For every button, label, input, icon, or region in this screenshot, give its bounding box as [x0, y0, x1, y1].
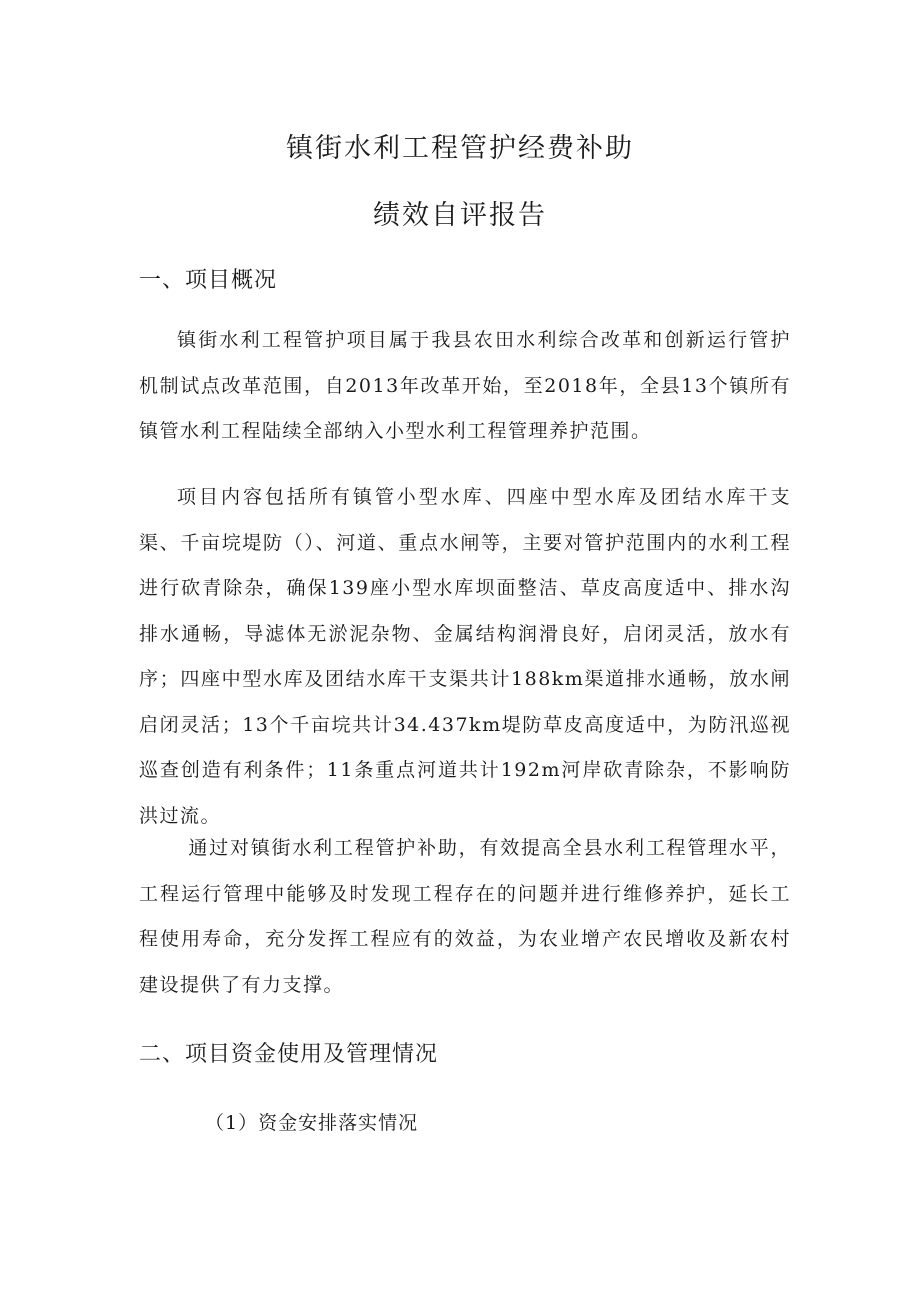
subsection-heading-fund-allocation: （1）资金安排落实情况	[205, 1112, 419, 1134]
document-subtitle: 绩效自评报告	[373, 200, 547, 231]
section-heading-funds: 二、项目资金使用及管理情况	[139, 1042, 439, 1067]
section-heading-overview: 一、项目概况	[139, 268, 278, 293]
paragraph-scope: 镇街水利工程管护项目属于我县农田水利综合改革和创新运行管护机制试点改革范围，自2013年改革开始，至2018年，全县13个镇所有镇管水利工程陆续全部纳入小型水利工程管理养护范围。	[139, 329, 791, 442]
paragraph-content: 项目内容包括所有镇管小型水库、四座中型水库及团结水库干支渠、千亩垸堤防（）、河道、重点水闸等，主要对管护范围内的水利工程进行砍青除杂，确保139座小型水库坝面整洁、草皮高度适中、排水沟排水通畅，导滤体无淤泥杂物、金属结构润滑良好，启闭灵活，放水有序；四座中型水库及团结水库干支渠共计188km渠道排水通畅，放水闸启闭灵活；13个千亩垸共计34.437km堤防草皮高度适中，为防汛巡视巡查创造有利条件；11条重点河道共计192m河岸砍青除杂，不影响防洪过流。	[139, 486, 791, 827]
document-title: 镇街水利工程管护经费补助	[286, 133, 634, 164]
paragraph-benefits: 通过对镇街水利工程管护补助，有效提高全县水利工程管理水平，工程运行管理中能够及时发现工程存在的问题并进行维修养护，延长工程使用寿命，充分发挥工程应有的效益，为农业增产农民增收及新农村建设提供了有力支撑。	[139, 837, 791, 996]
